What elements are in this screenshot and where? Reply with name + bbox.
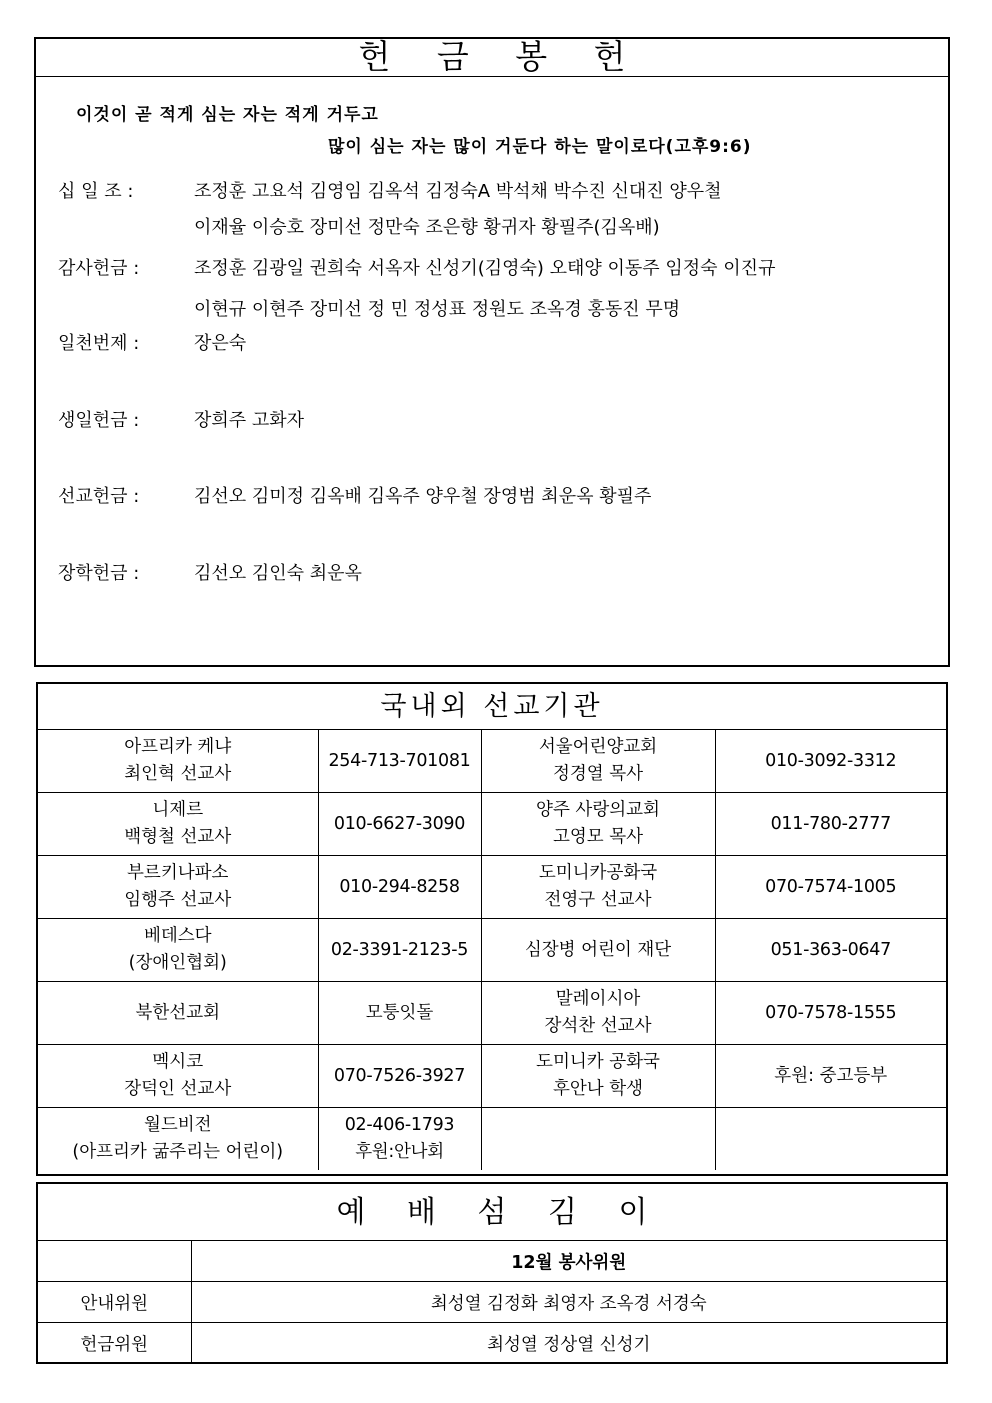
mission-sponsor: 후원: 중고등부 xyxy=(715,1045,946,1108)
mission-org: 서울어린양교회 정경열 목사 xyxy=(481,730,715,793)
mission-phone: 011-780-2777 xyxy=(715,793,946,856)
table-row xyxy=(38,1323,946,1364)
table-row xyxy=(38,793,946,856)
table-row xyxy=(38,982,946,1045)
offering-section xyxy=(34,37,950,667)
verse-line-2: 많이 심는 자는 많이 거둔다 하는 말이로다(고후9:6) xyxy=(328,137,752,157)
mission-phone: 070-7526-3927 xyxy=(318,1045,481,1108)
mission-org: 북한선교회 xyxy=(38,982,318,1045)
mission-org: 월드비전 (아프리카 굶주리는 어린이) xyxy=(38,1108,318,1171)
mission-org: 모퉁잇돌 xyxy=(318,982,481,1045)
mission-phone: 010-294-8258 xyxy=(318,856,481,919)
mission-phone: 010-6627-3090 xyxy=(318,793,481,856)
table-row xyxy=(38,730,946,793)
thanks-label: 감사헌금 : xyxy=(58,258,140,279)
service-names: 최성열 김정화 최영자 조옥경 서경숙 xyxy=(191,1282,946,1323)
birthday-label: 생일헌금 : xyxy=(58,410,140,431)
mission-org: 도미니카 공화국 후안나 학생 xyxy=(481,1045,715,1108)
table-row xyxy=(38,1241,946,1282)
mission-org: 아프리카 케냐 최인혁 선교사 xyxy=(38,730,318,793)
empty-cell xyxy=(715,1108,946,1171)
scholarship-names: 김선오 김인숙 최운옥 xyxy=(194,563,362,584)
empty-cell xyxy=(481,1108,715,1171)
table-row xyxy=(38,919,946,982)
service-table xyxy=(38,1241,946,1363)
service-month-header: 12월 봉사위원 xyxy=(191,1241,946,1282)
tithe-label: 십 일 조 : xyxy=(58,181,134,202)
mission-offering-label: 선교헌금 : xyxy=(58,486,140,507)
scholarship-label: 장학헌금 : xyxy=(58,563,140,584)
mission-org: 니제르 백형철 선교사 xyxy=(38,793,318,856)
service-role: 헌금위원 xyxy=(38,1323,191,1364)
empty-cell xyxy=(38,1241,191,1282)
verse-line-1: 이것이 곧 적게 심는 자는 적게 거두고 xyxy=(76,105,379,125)
thanks-names-line-1: 조정훈 김광일 권희숙 서옥자 신성기(김영숙) 오태양 이동주 임정숙 이진규 xyxy=(194,258,776,279)
missions-title: 국내외 선교기관 xyxy=(38,684,946,730)
table-row xyxy=(38,1108,946,1171)
mission-org: 멕시코 장덕인 선교사 xyxy=(38,1045,318,1108)
mission-phone: 070-7574-1005 xyxy=(715,856,946,919)
table-row xyxy=(38,1045,946,1108)
birthday-names: 장희주 고화자 xyxy=(194,410,305,431)
mission-offering-names: 김선오 김미정 김옥배 김옥주 양우철 장영범 최운옥 황필주 xyxy=(194,486,652,507)
tithe-names-line-2: 이재율 이승호 장미선 정만숙 조은향 황귀자 황필주(김옥배) xyxy=(194,217,660,238)
offering-title: 헌 금 봉 헌 xyxy=(36,39,948,77)
mission-org: 말레이시아 장석찬 선교사 xyxy=(481,982,715,1045)
thousand-offering-label: 일천번제 : xyxy=(58,333,140,354)
service-section xyxy=(36,1182,948,1364)
service-names: 최성열 정상열 신성기 xyxy=(191,1323,946,1364)
missions-section xyxy=(36,682,948,1176)
mission-phone: 010-3092-3312 xyxy=(715,730,946,793)
service-title: 예 배 섬 김 이 xyxy=(38,1184,946,1241)
mission-org: 부르키나파소 임행주 선교사 xyxy=(38,856,318,919)
mission-phone: 254-713-701081 xyxy=(318,730,481,793)
mission-org: 심장병 어린이 재단 xyxy=(481,919,715,982)
mission-org: 도미니카공화국 전영구 선교사 xyxy=(481,856,715,919)
mission-phone: 02-3391-2123-5 xyxy=(318,919,481,982)
table-row xyxy=(38,856,946,919)
mission-phone: 051-363-0647 xyxy=(715,919,946,982)
table-row xyxy=(38,1282,946,1323)
tithe-names-line-1: 조정훈 고요석 김영임 김옥석 김정숙A 박석채 박수진 신대진 양우철 xyxy=(194,181,722,202)
mission-org: 양주 사랑의교회 고영모 목사 xyxy=(481,793,715,856)
service-role: 안내위원 xyxy=(38,1282,191,1323)
mission-phone: 02-406-1793 후원:안나회 xyxy=(318,1108,481,1171)
missions-table xyxy=(38,730,946,1170)
thousand-offering-names: 장은숙 xyxy=(194,333,247,354)
mission-phone: 070-7578-1555 xyxy=(715,982,946,1045)
mission-org: 베데스다 (장애인협회) xyxy=(38,919,318,982)
thanks-names-line-2: 이현규 이현주 장미선 정 민 정성표 정원도 조옥경 홍동진 무명 xyxy=(194,299,681,320)
